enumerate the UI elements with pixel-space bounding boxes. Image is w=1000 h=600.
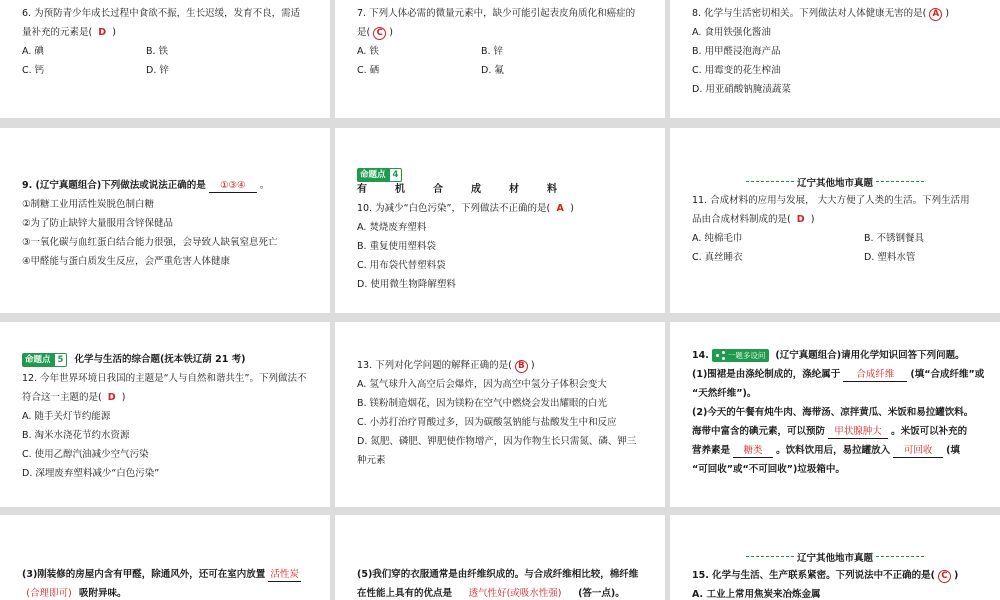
option-b: B. 用甲醛浸泡海产品 xyxy=(692,46,781,57)
question-text: 6. 为预防青少年成长过程中食欲不振，生长迟缓，发育不良，需适 xyxy=(22,8,301,19)
question-text: 15. 化学与生活、生产联系紧密。下列说法中不正确的是( xyxy=(692,570,935,581)
option-c: C. 用霉变的花生榨油 xyxy=(692,65,781,76)
option-b: B. 重复使用塑料袋 xyxy=(357,241,437,252)
option-c: C. 使用乙醇汽油减少空气污染 xyxy=(22,449,149,460)
subquestion-text: 。米饭可以补充的 xyxy=(891,426,968,437)
card-q6[interactable] xyxy=(0,0,330,118)
answer-c: C xyxy=(938,570,951,583)
options-row xyxy=(357,61,643,80)
option-b: B. 淘米水浇花节约水资源 xyxy=(22,430,130,441)
question-text: (辽宁真题组合)请用化学知识回答下列问题。 xyxy=(775,350,965,361)
subquestion-text: 吸附异味。 xyxy=(79,588,127,599)
question-text: 。 xyxy=(259,180,270,191)
card-q14[interactable] xyxy=(670,322,1000,507)
answer-blank: (合理即可) xyxy=(22,588,76,600)
question-text: ) xyxy=(570,203,574,214)
option-a: A. 铁 xyxy=(357,46,379,57)
topic-title: 化学与生活的综合题(抚本铁辽葫 21 考) xyxy=(74,354,246,365)
statement-4: ④甲醛能与蛋白质发生反应，会严重危害人体健康 xyxy=(22,256,231,267)
option-a: A. 氢气球升入高空后会爆炸，因为高空中氢分子体积会变大 xyxy=(357,379,607,390)
topic-title-char: 料 xyxy=(547,184,557,195)
subquestion-text: “可回收”或“不可回收”)垃圾箱中。 xyxy=(692,464,845,475)
topic-title-char: 材 xyxy=(509,184,519,195)
answer-c: C xyxy=(373,27,386,40)
topic-tag-number: 5 xyxy=(54,353,68,367)
answer-blank: ①③④ xyxy=(209,180,257,193)
options-row xyxy=(22,42,308,61)
option-b: B. 锌 xyxy=(481,46,504,57)
answer-blank: 透气性好(或吸水性强) xyxy=(455,588,575,600)
card-q7[interactable] xyxy=(335,0,665,118)
option-a: A. 碘 xyxy=(22,46,44,57)
option-a: A. 纯棉毛巾 xyxy=(692,233,743,244)
subquestion-text: (填“合成纤维”或 xyxy=(910,369,985,380)
option-a: A. 食用铁强化酱油 xyxy=(692,27,771,38)
section-divider-label: 辽宁其他地市真题 xyxy=(796,552,873,564)
card-q8[interactable] xyxy=(670,0,1000,118)
option-b: B. 铁 xyxy=(146,46,169,57)
question-text: ) xyxy=(945,8,950,19)
topic-tag-number: 4 xyxy=(389,168,403,182)
topic-title-char: 成 xyxy=(471,184,481,195)
option-b: B. 镁粉制造烟花，因为镁粉在空气中燃烧会发出耀眼的白光 xyxy=(357,398,608,409)
answer-blank: 糖类 xyxy=(733,445,773,458)
card-q12[interactable] xyxy=(0,322,330,507)
options-row xyxy=(22,61,308,80)
answer-b: B xyxy=(515,360,528,373)
multi-question-chip xyxy=(712,349,770,362)
card-q10[interactable] xyxy=(335,128,665,313)
topic-title-char: 机 xyxy=(395,184,405,195)
option-d: D. 氮肥、磷肥、钾肥使作物增产，因为作物生长只需氮、磷、钾三 xyxy=(357,436,637,447)
card-q14-3[interactable] xyxy=(0,515,330,600)
option-c: C. 硒 xyxy=(357,65,380,76)
option-a: A. 工业上常用焦炭来冶炼金属 xyxy=(692,589,821,600)
question-text: 品由合成材料制成的是( xyxy=(692,214,791,225)
answer-d: D xyxy=(796,214,805,225)
option-c: C. 钙 xyxy=(22,65,45,76)
answer-blank: 甲状腺肿大 xyxy=(828,426,888,439)
option-a: A. 随手关灯节约能源 xyxy=(22,411,111,422)
options-row xyxy=(357,42,643,61)
question-text: ) xyxy=(112,27,116,38)
card-q13[interactable] xyxy=(335,322,665,507)
option-a: A. 焚烧废弃塑料 xyxy=(357,222,427,233)
question-text: 11. 合成材料的应用与发展， 大大方便了人类的生活。下列生活用 xyxy=(692,195,970,206)
question-text: 13. 下列对化学问题的解释正确的是( xyxy=(357,360,512,371)
options-row xyxy=(692,248,978,267)
options-row xyxy=(692,229,978,248)
subquestion-text: 在性能上具有的优点是 xyxy=(357,588,453,599)
answer-blank: 合成纤维 xyxy=(843,369,907,382)
card-q11[interactable] xyxy=(670,128,1000,313)
statement-2: ②为了防止缺锌大量服用含锌保健品 xyxy=(22,218,174,229)
question-text: ) xyxy=(954,570,959,581)
subquestion-text: (3)刚装修的房屋内含有甲醛，除通风外，还可在室内放置 xyxy=(22,569,266,580)
question-number: 14. xyxy=(692,350,709,361)
share-icon xyxy=(716,351,725,360)
question-text: 量补充的元素是( xyxy=(22,27,93,38)
subquestion-text: (填 xyxy=(946,445,960,456)
option-d: D. 塑料水管 xyxy=(864,252,916,263)
answer-blank: 活性炭 xyxy=(270,569,299,580)
question-text: 9. (辽宁真题组合)下列做法或说法正确的是 xyxy=(22,180,206,191)
option-d-cont: 种元素 xyxy=(357,455,386,466)
question-text: 12. 今年世界环境日我国的主题是“人与自然和谐共生”。下列做法不 xyxy=(22,373,307,384)
subquestion-text: 营养素是 xyxy=(692,445,731,456)
section-divider-label: 辽宁其他地市真题 xyxy=(796,177,873,189)
question-text: ) xyxy=(810,214,815,225)
option-d: D. 锌 xyxy=(146,65,169,76)
answer-d: D xyxy=(107,392,116,403)
topic-title-char: 有 xyxy=(357,184,367,195)
answer-blank: 可回收 xyxy=(893,445,943,458)
option-d: D. 氟 xyxy=(481,65,504,76)
section-divider xyxy=(692,547,978,566)
question-text: 是( xyxy=(357,27,371,38)
option-d: D. 深埋废弃塑料减少“白色污染” xyxy=(22,468,160,479)
question-text: ) xyxy=(530,360,535,371)
chip-label: 一题多设问 xyxy=(727,351,766,360)
option-b: B. 不锈钢餐具 xyxy=(864,233,925,244)
question-text: ) xyxy=(121,392,126,403)
question-text: 10. 为减少“白色污染”，下列做法不正确的是( xyxy=(357,203,551,214)
subquestion-text: 海带中富含的碘元素，可以预防 xyxy=(692,426,826,437)
statement-1: ①制糖工业用活性炭脱色制白糖 xyxy=(22,199,155,210)
option-c: C. 用布袋代替塑料袋 xyxy=(357,260,446,271)
topic-tag xyxy=(22,353,67,367)
subquestion-text: “天然纤维”)。 xyxy=(692,388,757,399)
card-q15[interactable] xyxy=(670,515,1000,600)
subquestion-text: (2)今天的午餐有炖牛肉、海带汤、凉拌黄瓜、米饭和易拉罐饮料。 xyxy=(692,407,974,418)
card-q14-5[interactable] xyxy=(335,515,665,600)
option-c: C. 真丝睡衣 xyxy=(692,252,743,263)
statement-3: ③一氧化碳与血红蛋白结合能力很强，会导致人缺氧窒息死亡 xyxy=(22,237,278,248)
question-text: 7. 下列人体必需的微量元素中，缺少可能引起表皮角质化和癌症的 xyxy=(357,8,636,19)
subquestion-text: (答一点)。 xyxy=(578,588,625,599)
topic-tag xyxy=(357,164,643,180)
option-d: D. 使用微生物降解塑料 xyxy=(357,279,456,290)
section-divider xyxy=(692,172,978,191)
option-c: C. 小苏打治疗胃酸过多，因为碳酸氢钠能与盐酸发生中和反应 xyxy=(357,417,617,428)
answer-d: D xyxy=(98,27,107,38)
topic-title-char: 合 xyxy=(433,184,443,195)
answer-a: A xyxy=(556,203,564,214)
topic-tag-label: 命题点 xyxy=(22,353,54,367)
topic-title xyxy=(357,180,557,199)
question-text: ) xyxy=(389,27,393,38)
card-q9[interactable] xyxy=(0,128,330,313)
question-text: 符合这一主题的是( xyxy=(22,392,102,403)
subquestion-text: (5)我们穿的衣服通常是由纤维织成的。与合成纤维相比较，棉纤维 xyxy=(357,569,639,580)
subquestion-text: 。饮料饮用后，易拉罐放入 xyxy=(776,445,891,456)
answer-a: A xyxy=(929,8,942,21)
subquestion-text: (1)围裙是由涤纶制成的，涤纶属于 xyxy=(692,369,841,380)
question-text: 8. 化学与生活密切相关。下列做法对人体健康无害的是( xyxy=(692,8,927,19)
topic-tag-label: 命题点 xyxy=(357,168,389,182)
option-d: D. 用亚硝酸钠腌渍蔬菜 xyxy=(692,84,791,95)
